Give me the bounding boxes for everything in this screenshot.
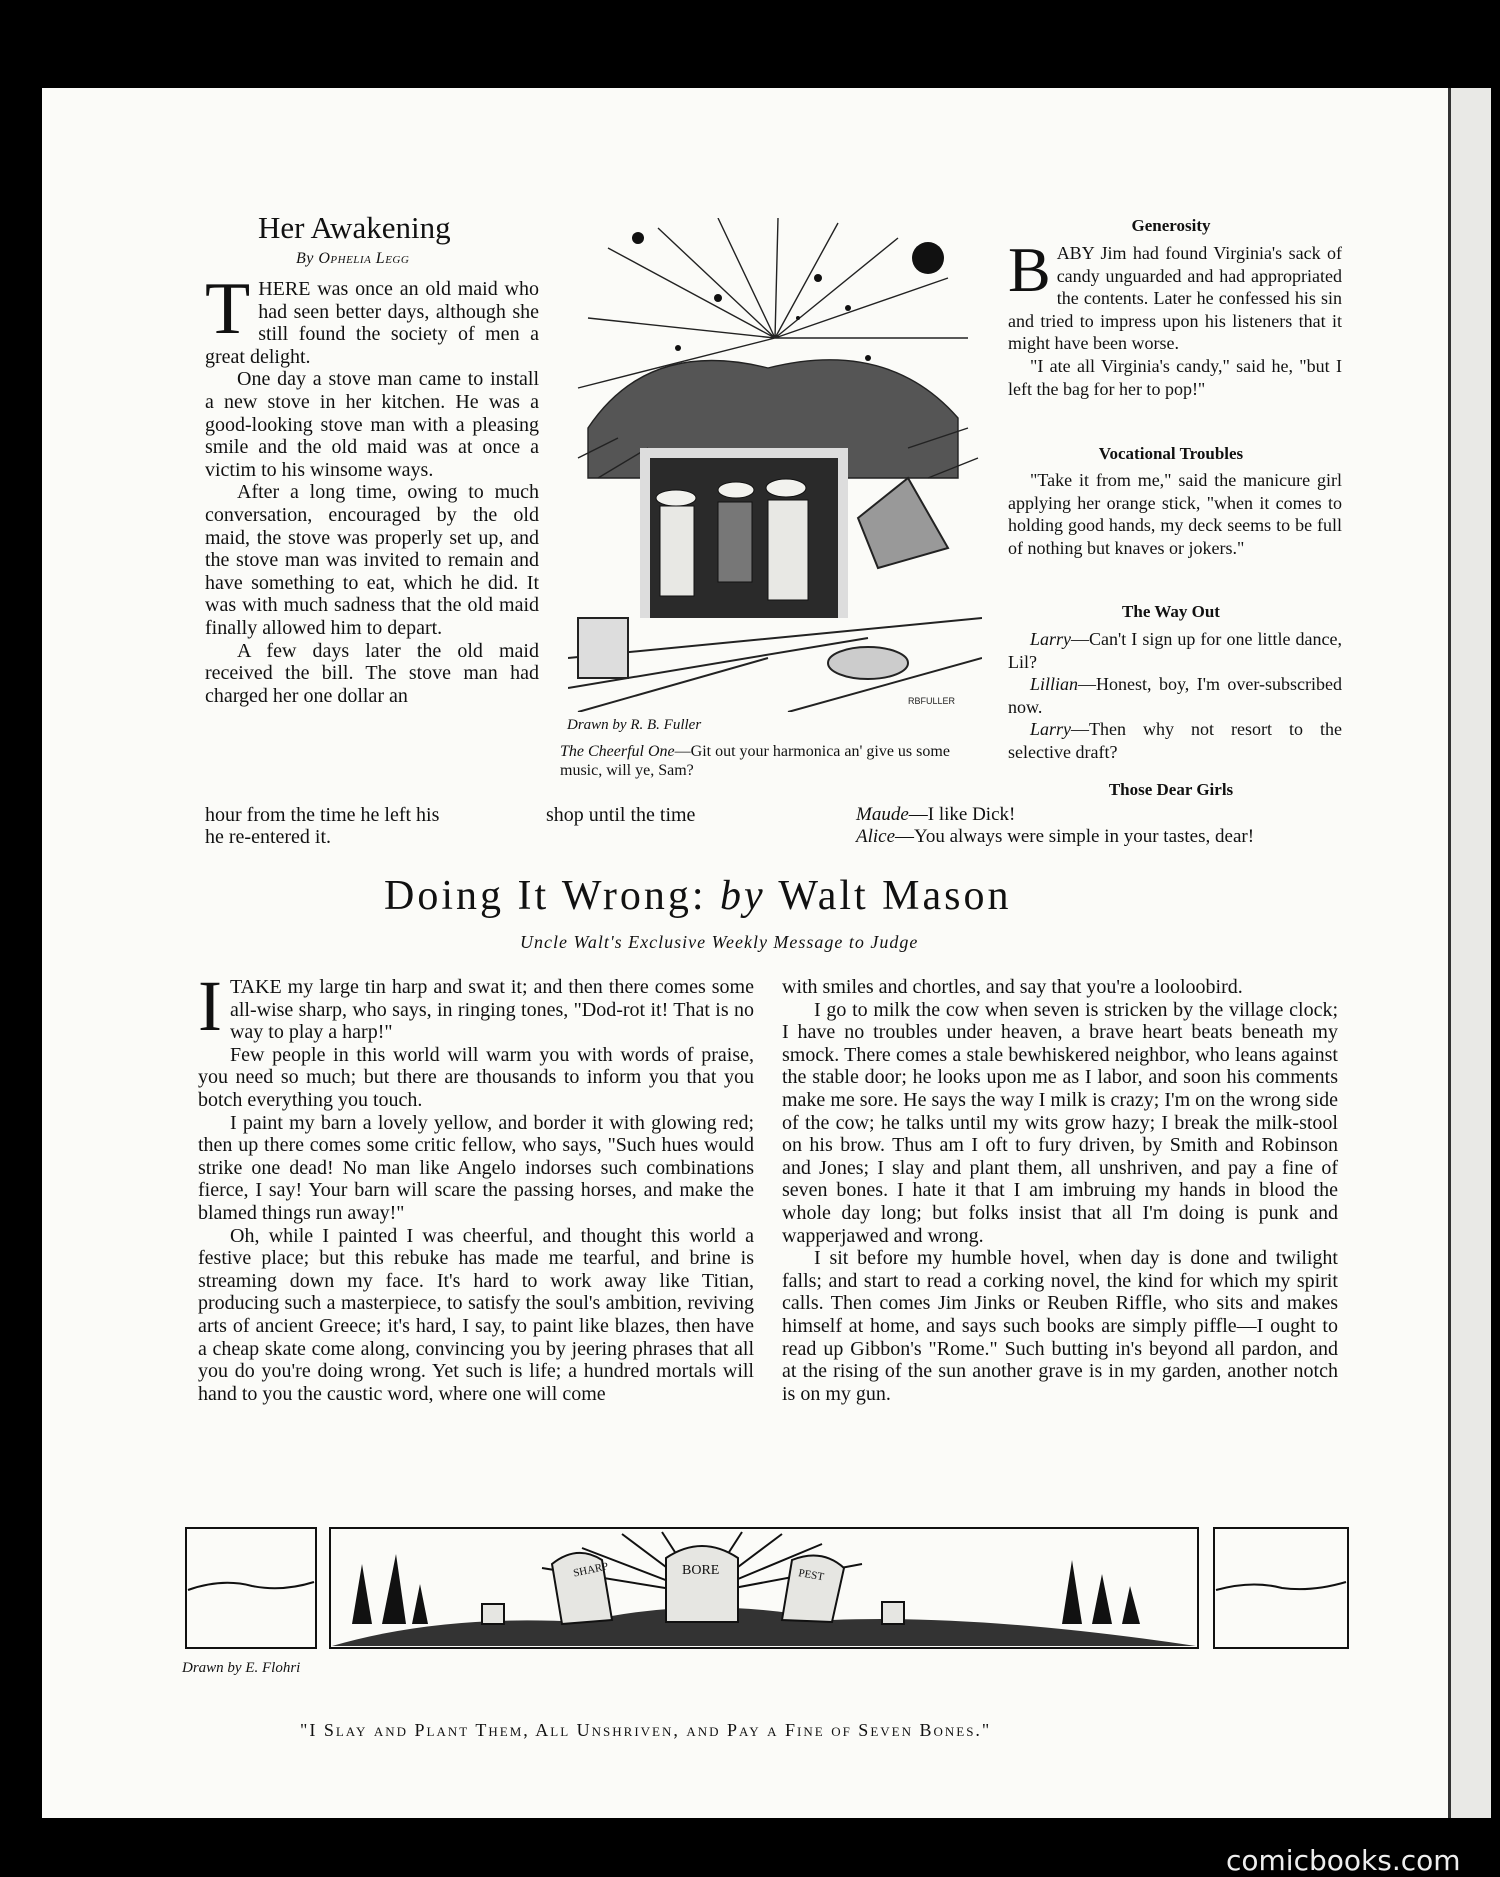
article-title: Doing It Wrong: by Walt Mason	[384, 873, 1012, 919]
graveyard-cartoon-illustration	[182, 1524, 1352, 1654]
paragraph: BABY Jim had found Virginia's sack of candy unguarded and had appropriated the contents. Later he confessed his sin and tried to impress upon his listeners that it might have been worse.	[1008, 234, 1342, 354]
paragraph: ITAKE my large tin harp and swat it; and then there comes some all-wise sharp, who says, in ringing tones, "Dod-rot it! That is no way to play a harp!"	[198, 966, 754, 1046]
article-column-right	[782, 976, 1338, 1405]
dialogue-line: Larry—Can't I sign up for one little dance, Lil?	[1008, 629, 1342, 672]
paragraph: I paint my barn a lovely yellow, and border it with glowing red; then up there comes some critic fellow, who says, "Such hues would strike one dead! No man like Angelo indorses such combinations fierce, I say! Your barn will scare the passing horses, and make the blamed things run away!"	[198, 1111, 754, 1224]
paragraph: Few people in this world will warm you with words of praise, you need so much; but there are thousands to inform you that you botch everything you touch.	[198, 1043, 754, 1111]
heading-those-dear-girls: Those Dear Girls	[1108, 780, 1234, 799]
paragraph: THERE was once an old maid who had seen better days, although she still found the society of men a great delight.	[205, 268, 539, 368]
gravestone-sharp: SHARP	[572, 1560, 610, 1580]
paragraph: I go to milk the cow when seven is stricken by the village clock; I have no troubles under heaven, a brave heart beats beneath my smock. There comes a stale bewhiskered neighbor, who leans against the stable door; he looks upon me as I labor, and soon his comments make me sore. He says the way I milk is crazy; I'm on the wrong side of the cow; he talks until my wits grow hazy; I break the milk-stool on his brow. Thus am I oft to fury driven, by Smith and Robinson and Jones; I slay and plant them, all unshriven, and pay a fine of seven bones. I hate it that I am imbruing my hands in blood the whole day long; but folks insist that all I'm doing is punk and wapperjawed and wrong.	[782, 998, 1338, 1247]
byline-by: By	[296, 250, 314, 267]
illustration-credit: Drawn by E. Flohri	[182, 1660, 301, 1676]
dialogue-line: Maude—I like Dick!	[856, 804, 1016, 825]
story-continuation-line-b: shop until the time	[546, 804, 696, 826]
cartoon-caption	[560, 742, 978, 780]
paragraph: A few days later the old maid received the bill. The stove man had charged her one dollar an	[205, 639, 539, 707]
paragraph: "I ate all Virginia's candy," said he, "but I left the bag for her to pop!"	[1008, 355, 1342, 399]
paragraph: I sit before my humble hovel, when day is done and twilight falls; and start to read a corking novel, the kind for which my spirit calls. Then comes Jim Jinks or Reuben Riffle, who sits and makes himself at home, and says such books are simply piffle—I ought to read up Gibbon's "Rome." Such butting in's beyond all pardon, and at the rising of the sun another grave is in my garden, another notch is on my gun.	[782, 1247, 1338, 1405]
dialogue-line: Alice—You always were simple in your tastes, dear!	[856, 826, 1255, 847]
artist-signature: RBFULLER	[908, 696, 956, 706]
gravestone-pest: PEST	[797, 1567, 825, 1584]
generosity-body	[1008, 234, 1342, 400]
caption-text: —Git out your harmonica an' give us some music, will ye, Sam?	[560, 743, 950, 779]
heading-vocational-troubles: Vocational Troubles	[1098, 444, 1244, 463]
drop-cap: T	[205, 268, 251, 350]
vocational-body	[1008, 469, 1342, 559]
caption-speaker: The Cheerful One	[560, 743, 675, 760]
heading-generosity: Generosity	[1131, 216, 1211, 235]
her-awakening-body	[205, 268, 539, 707]
cartoon-caption: "I Slay and Plant Them, All Unshriven, and Pay a Fine of Seven Bones."	[300, 1720, 992, 1740]
drop-cap: I	[198, 966, 222, 1046]
gravestone-bore: BORE	[682, 1563, 720, 1578]
article-column-left	[198, 966, 754, 1405]
adjacent-page-edge	[1448, 88, 1491, 1818]
paragraph: One day a stove man came to install a new stove in her kitchen. He was a good-looking stove man with a pleasing smile and the old maid was at once a victim to his winsome ways.	[205, 368, 539, 481]
dialogue-line: Lillian—Honest, boy, I'm over-subscribed now.	[1008, 674, 1342, 717]
illustration-credit: Drawn by R. B. Fuller	[567, 717, 702, 733]
site-watermark: comicbooks.com	[1226, 1844, 1461, 1877]
paragraph: with smiles and chortles, and say that you're a looloobird.	[782, 976, 1243, 998]
paragraph: After a long time, owing to much conversation, encouraged by the old maid, the stove was properly set up, and the stove man was invited to remain and have something to eat, which he did. It was with much sadness that the old maid finally allowed him to depart.	[205, 481, 539, 639]
byline	[296, 250, 409, 268]
drop-cap: B	[1008, 234, 1051, 305]
story-final-line: he re-entered it.	[205, 826, 332, 848]
trench-cartoon-illustration	[568, 218, 982, 712]
way-out-body	[1008, 628, 1342, 764]
article-subtitle: Uncle Walt's Exclusive Weekly Message to Judge	[520, 932, 919, 952]
paragraph: "Take it from me," said the manicure girl applying her orange stick, "when it comes to holding good hands, my deck seems to be full of nothing but knaves or jokers."	[1008, 470, 1342, 558]
dialogue-line: Larry—Then why not resort to the selective draft?	[1008, 719, 1342, 762]
byline-author: Ophelia Legg	[318, 250, 410, 267]
heading-the-way-out: The Way Out	[1122, 602, 1220, 621]
paragraph: Oh, while I painted I was cheerful, and thought this world a festive place; but this rebuke has made me tearful, and brine is streaming down my face. It's hard to work away like Titian, producing such a masterpiece, to satisfy the soul's ambition, reviving arts of ancient Greece; it's hard, I say, to paint like blazes, then have a cheap skate come along, convincing you by jeering phrases that all you do you're doing wrong. Yet such is life; a hundred mortals will hand to you the caustic word, where one will come	[198, 1224, 754, 1405]
story-title: Her Awakening	[258, 210, 451, 245]
story-continuation-line: hour from the time he left his	[205, 804, 440, 826]
